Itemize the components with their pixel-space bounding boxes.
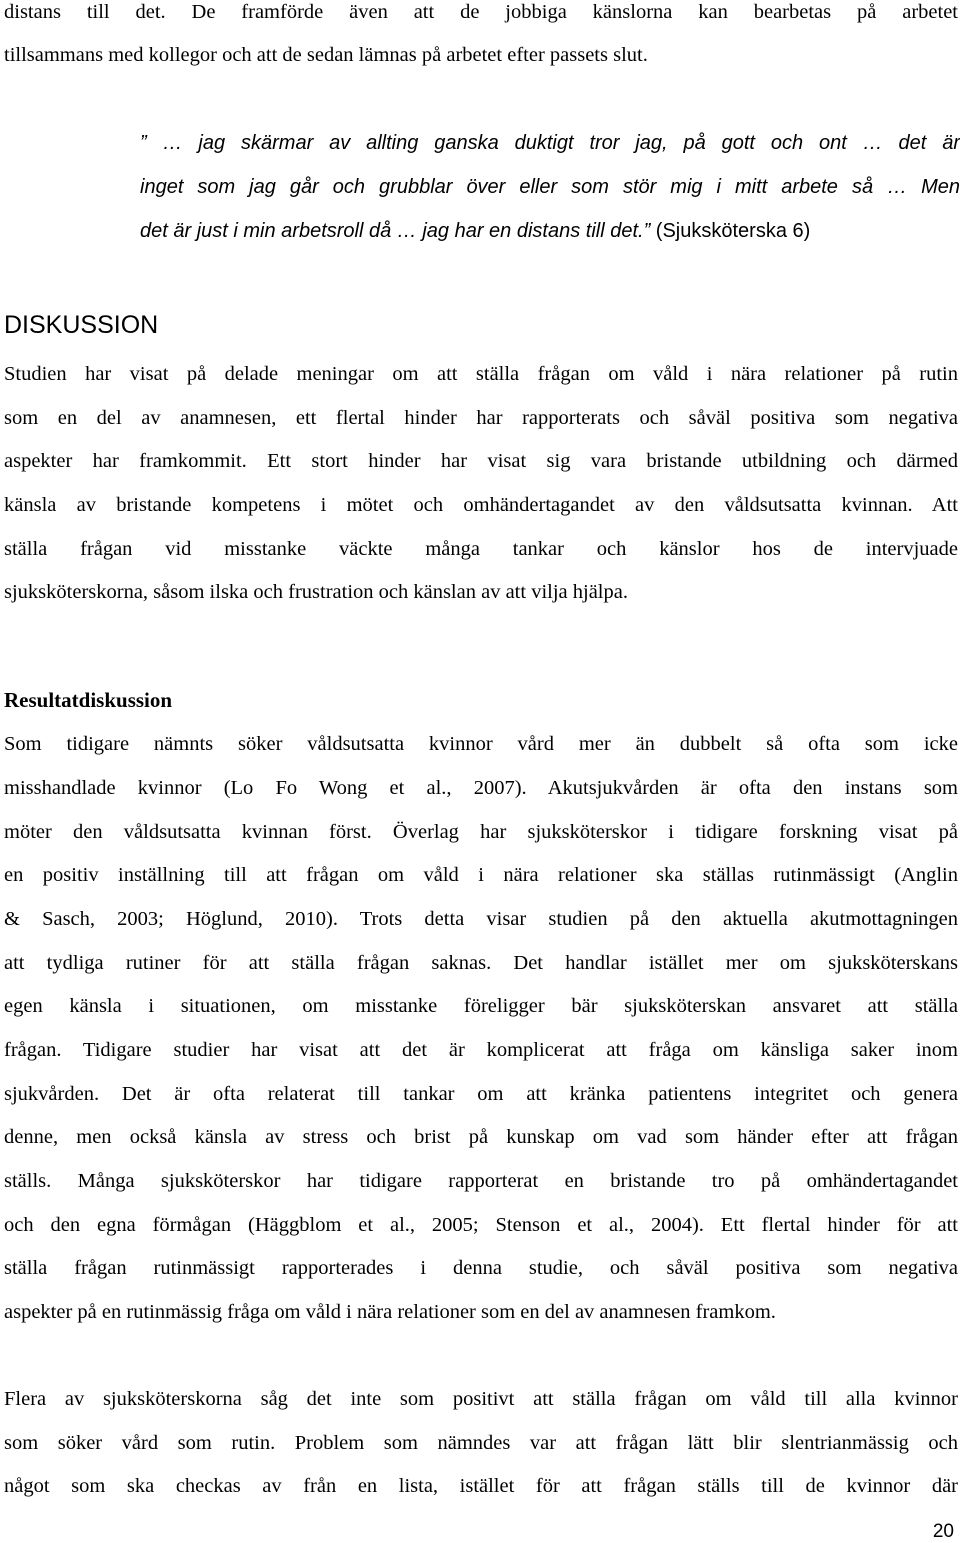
paragraph-line: frågan. Tidigare studier har visat att det är komplicerat att fråga om känsliga saker inom	[4, 1039, 958, 1061]
paragraph-line: misshandlade kvinnor (Lo Fo Wong et al., 2007). Akutsjukvården är ofta den instans som	[4, 777, 958, 799]
paragraph-line: aspekter har framkommit. Ett stort hinder har visat sig vara bristande utbildning och därmed	[4, 450, 958, 472]
paragraph-line: känsla av bristande kompetens i mötet och omhändertagandet av den våldsutsatta kvinnan. Att	[4, 494, 958, 516]
quote-line: ” … jag skärmar av allting ganska duktigt tror jag, på gott och ont … det är	[140, 132, 960, 154]
paragraph-line: att tydliga rutiner för att ställa frågan saknas. Det handlar istället mer om sjuksköterskans	[4, 952, 958, 974]
paragraph-line: ställa frågan rutinmässigt rapporterades i denna studie, och såväl positiva som negativa	[4, 1257, 958, 1279]
page-number: 20	[932, 1521, 954, 1542]
paragraph-line: ställa frågan vid misstanke väckte många tankar och känslor hos de intervjuade	[4, 538, 958, 560]
paragraph-line: denne, men också känsla av stress och brist på kunskap om vad som händer efter att frågan	[4, 1126, 958, 1148]
paragraph-line: en positiv inställning till att frågan om våld i nära relationer ska ställas rutinmässigt (Anglin	[4, 864, 958, 886]
paragraph-line: aspekter på en rutinmässig fråga om våld i nära relationer som en del av anamnesen framkom.	[4, 1301, 776, 1323]
paragraph-line: möter den våldsutsatta kvinnan först. Överlag har sjuksköterskor i tidigare forskning visat på	[4, 821, 958, 843]
paragraph-line: och den egna förmågan (Häggblom et al., 2005; Stenson et al., 2004). Ett flertal hinder för att	[4, 1214, 958, 1236]
quote-line: inget som jag går och grubblar över eller som stör mig i mitt arbete så … Men	[140, 176, 960, 198]
intro-line: distans till det. De framförde även att de jobbiga känslorna kan bearbetas på arbetet	[4, 1, 958, 23]
paragraph-line: & Sasch, 2003; Höglund, 2010). Trots detta visar studien på den aktuella akutmottagningen	[4, 908, 958, 930]
quote-source: (Sjuksköterska 6)	[650, 220, 811, 242]
section-heading: DISKUSSION	[4, 311, 159, 339]
paragraph-line: sjukvården. Det är ofta relaterat till tankar om att kränka patientens integritet och genera	[4, 1083, 958, 1105]
paragraph-line: Studien har visat på delade meningar om att ställa frågan om våld i nära relationer på rutin	[4, 363, 958, 385]
subsection-heading: Resultatdiskussion	[4, 688, 173, 712]
paragraph-line: något som ska checkas av från en lista, istället för att frågan ställs till de kvinnor där	[4, 1475, 958, 1497]
paragraph-line: ställs. Många sjuksköterskor har tidigare rapporterat en bristande tro på omhändertagandet	[4, 1170, 958, 1192]
paragraph-line: sjuksköterskorna, såsom ilska och frustration och känslan av att vilja hjälpa.	[4, 581, 628, 603]
quote-line: det är just i min arbetsroll då … jag har en distans till det.”	[140, 220, 651, 242]
paragraph-line: Som tidigare nämnts söker våldsutsatta kvinnor vård mer än dubbelt så ofta som icke	[4, 733, 958, 755]
intro-line: tillsammans med kollegor och att de sedan lämnas på arbetet efter passets slut.	[4, 44, 648, 66]
paragraph-line: som en del av anamnesen, ett flertal hinder har rapporterats och såväl positiva som negativa	[4, 407, 958, 429]
paragraph-line: egen känsla i situationen, om misstanke föreligger bär sjuksköterskan ansvaret att ställa	[4, 995, 958, 1017]
paragraph-line: Flera av sjuksköterskorna såg det inte som positivt att ställa frågan om våld till alla kvinnor	[4, 1388, 958, 1410]
quote-last-line	[8, 219, 960, 243]
paragraph-line: som söker vård som rutin. Problem som nämndes var att frågan lätt blir slentrianmässig och	[4, 1432, 958, 1454]
